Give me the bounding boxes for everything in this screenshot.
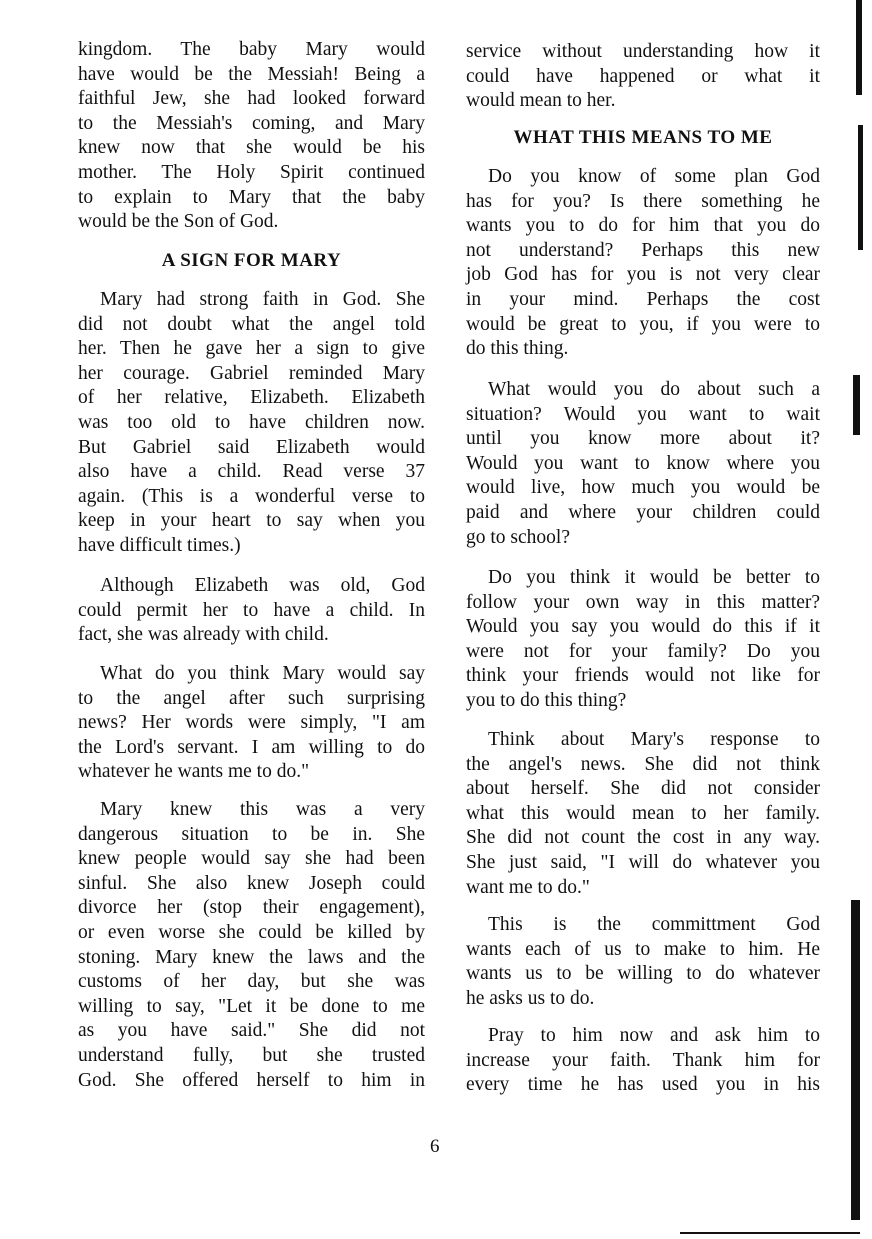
text-line: he asks us to do. [466, 987, 595, 1009]
scan-edge-mark [858, 125, 863, 250]
text-line: would be great to you, if you were to [466, 313, 820, 335]
paragraph [466, 378, 820, 550]
scan-edge-mark [853, 375, 860, 435]
text-line: follow your own way in this matter? [466, 591, 820, 613]
text-line: kingdom. The baby Mary would [78, 39, 425, 60]
text-line: paid and where your children could [466, 501, 820, 523]
paragraph [466, 913, 820, 1011]
text-line: sinful. She also knew Joseph could [78, 872, 425, 894]
text-line: of her relative, Elizabeth. Elizabeth [78, 387, 425, 409]
text-line: What do you think Mary would say [100, 663, 425, 684]
text-line: did not doubt what the angel told [78, 313, 425, 335]
text-line: What would you do about such a [488, 379, 820, 400]
text-line: But Gabriel said Elizabeth would [78, 436, 425, 458]
text-line: to explain to Mary that the baby [78, 186, 425, 208]
text-line: have difficult times.) [78, 534, 241, 556]
section-heading: A SIGN FOR MARY [161, 250, 342, 271]
text-line: until you know more about it? [466, 428, 820, 450]
text-line: wants you to do for him that you do [466, 215, 820, 237]
text-line: not understand? Perhaps this new [466, 239, 820, 261]
text-line: the angel's news. She did not think [466, 753, 820, 775]
paragraph [466, 728, 820, 900]
text-line: faithful Jew, she had looked forward [78, 88, 425, 110]
text-line: job God has for you is not very clear [466, 264, 820, 286]
text-line: news? Her words were simply, "I am [78, 712, 425, 734]
text-line: could permit her to have a child. In [78, 599, 425, 621]
text-line: God. She offered herself to him in [78, 1069, 425, 1091]
text-line: you to do this thing? [466, 689, 627, 711]
text-line: Would you want to know where you [466, 452, 820, 474]
text-line: as you have said." She did not [78, 1020, 425, 1042]
text-line: to the angel after such surprising [78, 687, 425, 709]
text-line: want me to do." [466, 876, 590, 898]
text-line: also have a child. Read verse 37 [78, 461, 425, 483]
text-line: again. (This is a wonderful verse to [78, 485, 425, 507]
text-line: dangerous situation to be in. She [78, 823, 425, 845]
text-line: could have happened or what it [466, 65, 820, 87]
text-line: Although Elizabeth was old, God [100, 575, 425, 596]
text-line: has for you? Is there something he [466, 190, 820, 212]
text-line: understand fully, but she trusted [78, 1044, 425, 1066]
text-line: knew people would say she had been [78, 848, 425, 870]
text-line: or even worse she could be killed by [78, 921, 425, 943]
text-line: was too old to have children now. [78, 411, 425, 433]
text-line: whatever he wants me to do." [78, 761, 310, 783]
paragraph [466, 1024, 820, 1098]
text-line: knew now that she would be his [78, 137, 425, 159]
text-line: her. Then he gave her a sign to give [78, 338, 425, 360]
text-line: She just said, "I will do whatever you [466, 851, 820, 873]
text-line: go to school? [466, 526, 570, 548]
text-line: stoning. Mary knew the laws and the [78, 946, 425, 968]
text-line: situation? Would you want to wait [466, 403, 820, 425]
text-line: keep in your heart to say when you [78, 510, 425, 532]
text-line: willing to say, "Let it be done to me [78, 995, 425, 1017]
text-line: Would you say you would do this if it [466, 616, 820, 638]
text-line: wants us to be willing to do whatever [466, 963, 820, 985]
paragraph [466, 165, 820, 362]
text-line: wants each of us to make to him. He [466, 938, 820, 960]
paragraph [78, 288, 425, 559]
text-line: Mary had strong faith in God. She [100, 289, 425, 310]
page-number: 6 [430, 1136, 440, 1157]
text-line: about herself. She did not consider [466, 778, 820, 800]
text-line: Do you think it would be better to [488, 567, 820, 588]
scan-edge-mark [856, 0, 862, 95]
text-line: increase your faith. Thank him for [466, 1049, 820, 1071]
text-line: to the Messiah's coming, and Mary [78, 112, 425, 134]
text-line: think your friends would not like for [466, 665, 820, 687]
text-line: every time he has used you in his [466, 1074, 820, 1096]
paragraph [78, 662, 425, 785]
paragraph [466, 40, 820, 114]
text-line: her courage. Gabriel reminded Mary [78, 362, 425, 384]
text-line: Pray to him now and ask him to [488, 1025, 820, 1046]
text-line: would be the Son of God. [78, 211, 279, 233]
text-line: customs of her day, but she was [78, 971, 425, 993]
text-line: This is the committment God [488, 914, 820, 935]
text-line: She did not count the cost in any way. [466, 827, 820, 849]
text-line: in your mind. Perhaps the cost [466, 288, 820, 310]
paragraph [78, 574, 425, 648]
scan-edge-mark [851, 900, 860, 1220]
text-line: mother. The Holy Spirit continued [78, 161, 425, 183]
text-line: would mean to her. [466, 90, 616, 112]
text-line: fact, she was already with child. [78, 624, 329, 646]
paragraph [466, 566, 820, 714]
text-line: service without understanding how it [466, 41, 820, 62]
text-line: have would be the Messiah! Being a [78, 63, 425, 85]
paragraph [78, 38, 425, 235]
text-line: were not for your family? Do you [466, 640, 820, 662]
text-line: Do you know of some plan God [488, 166, 820, 187]
text-line: would live, how much you would be [466, 477, 820, 499]
paragraph [78, 798, 425, 1093]
text-line: what this would mean to her family. [466, 802, 820, 824]
scan-edge-mark [680, 1232, 860, 1234]
section-heading: WHAT THIS MEANS TO ME [513, 127, 773, 148]
text-line: Mary knew this was a very [100, 799, 425, 820]
text-line: divorce her (stop their engagement), [78, 897, 425, 919]
text-line: the Lord's servant. I am willing to do [78, 736, 425, 758]
text-line: Think about Mary's response to [488, 729, 820, 750]
text-line: do this thing. [466, 338, 569, 360]
